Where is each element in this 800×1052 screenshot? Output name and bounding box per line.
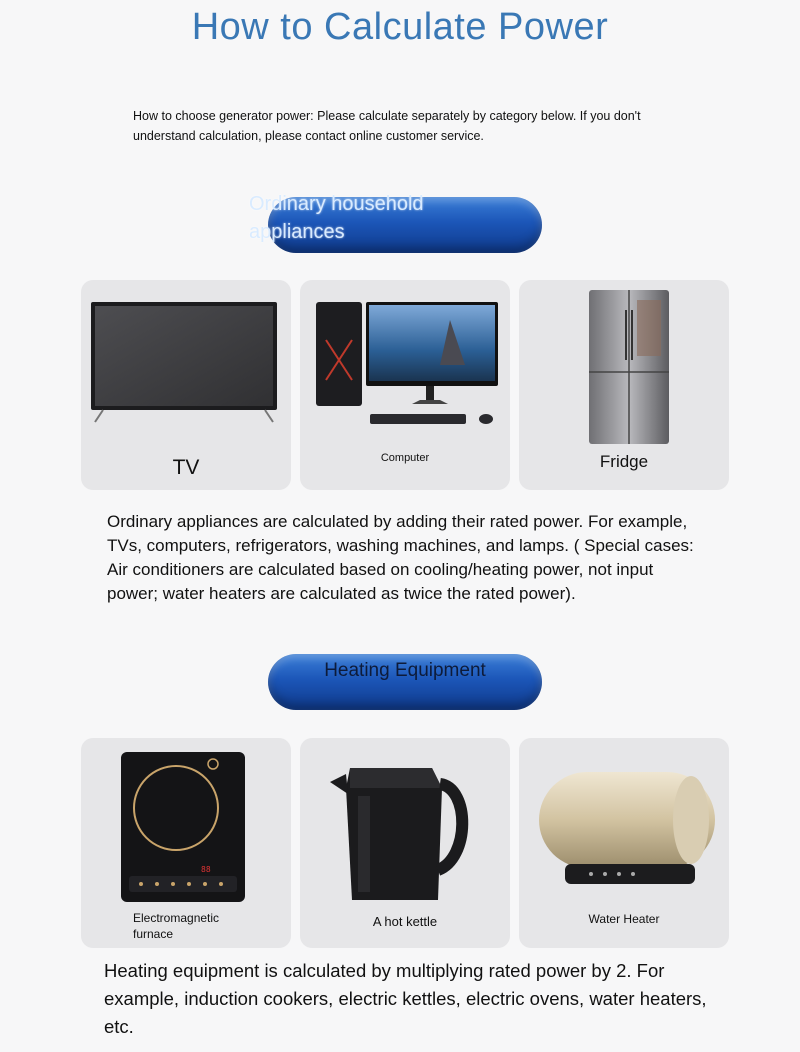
- section-heading-heating: Heating Equipment: [324, 660, 486, 681]
- card-label: Electromagnetic furnace: [133, 911, 220, 941]
- card-label: A hot kettle: [372, 914, 438, 929]
- card-label: Computer: [380, 452, 430, 464]
- card-water-heater: [519, 738, 729, 948]
- card-label: Fridge: [599, 452, 649, 471]
- page-title: How to Calculate Power: [191, 6, 609, 48]
- intro-text: How to choose generator power: Please calculate separately by category below. If you don't understand calculation, please contact online customer service.: [133, 109, 641, 143]
- card-induction-cooker: [81, 738, 291, 948]
- card-label: Water Heater: [588, 912, 660, 926]
- card-computer: [300, 280, 510, 490]
- card-label: TV: [172, 456, 200, 479]
- card-fridge: [519, 280, 729, 490]
- svg-text:88: 88: [201, 865, 211, 874]
- card-kettle: [300, 738, 510, 948]
- section-heading-ordinary: Ordinary household appliances: [249, 193, 424, 243]
- card-tv: [81, 280, 291, 490]
- section-description-heating: Heating equipment is calculated by multiplying rated power by 2. For example, induction cookers, electric kettles, electric ovens, water heaters, etc.: [104, 960, 707, 1037]
- section-description-ordinary: Ordinary appliances are calculated by adding their rated power. For example, TVs, computers, refrigerators, washing machines, and lamps. ( Special cases: Air conditioners are calculated based on cooling/heating power, not input power; water heaters are calculated as twice the rated power).: [107, 512, 694, 603]
